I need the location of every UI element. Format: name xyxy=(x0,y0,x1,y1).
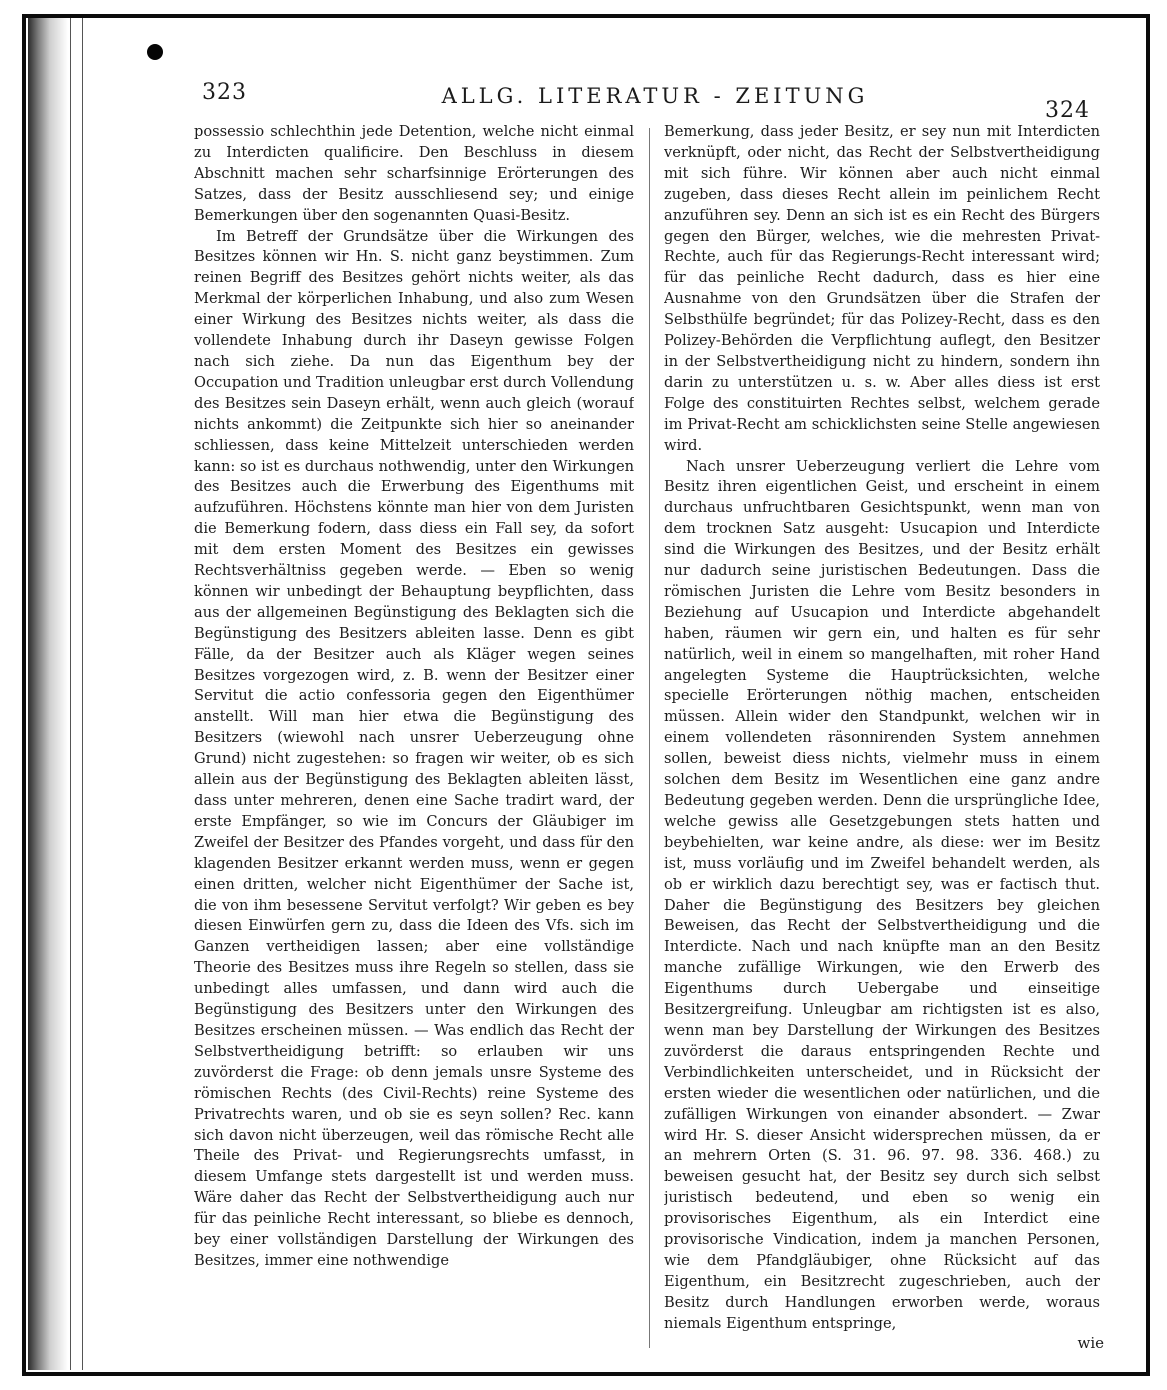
right-column xyxy=(664,122,1100,1358)
left-column xyxy=(194,122,634,1358)
punch-hole-mark xyxy=(147,44,163,60)
page-number-right: 324 xyxy=(1045,98,1090,123)
page-binding-edge xyxy=(28,18,68,1370)
column-divider xyxy=(649,128,650,1348)
page-header xyxy=(190,80,1120,123)
page-number-left: 323 xyxy=(202,80,247,105)
binding-line xyxy=(82,18,83,1370)
paragraph: Bemerkung, dass jeder Besitz, er sey nun mit Interdicten verknüpft, oder nicht, das Recht der Selbstvertheidigung mit sich führe. Wir können aber auch nicht einmal zugeben, dass dieses Recht allein im peinlichem Recht anzuführen sey. Denn an sich ist es ein Recht des Bürgers gegen den Bürger, welches, wie die mehresten Privat-Rechte, auch für das Regierungs-Recht interessant wird; für das peinliche Recht dadurch, dass es hier eine Ausnahme von den Grundsätzen über die Strafen der Selbsthülfe begründet; für das Polizey-Recht, dass es den Polizey-Behörden die Verpflichtung auflegt, den Besitzer in der Selbstvertheidigung nicht zu hindern, sondern ihn darin zu unterstützen u. s. w. Aber alles diess ist erst Folge des constituirten Rechtes selbst, welchem gerade im Privat-Recht am schicklichsten seine Stelle angewiesen wird. xyxy=(664,123,1100,454)
binding-line xyxy=(70,18,71,1370)
catchword: wie xyxy=(1077,1334,1104,1352)
paragraph: Im Betreff der Grundsätze über die Wirkungen des Besitzes können wir Hn. S. nicht ganz beystimmen. Zum reinen Begriff des Besitzes gehört nichts weiter, als das Merkmal der körperlichen Inhabung, und also zum Wesen einer Wirkung des Besitzes nichts weiter, als dass die vollendete Inhabung durch ihr Daseyn gewisse Folgen nach sich ziehe. Da nun das Eigenthum bey der Occupation und Tradition unleugbar erst durch Vollendung des Besitzes sein Daseyn erhält, wenn auch gleich (worauf nichts ankommt) die Zeitpunkte sich hier so aneinander schliessen, dass keine Mittelzeit unterschieden werden kann: so ist es durchaus nothwendig, unter den Wirkungen des Besitzes auch die Erwerbung des Eigenthums mit aufzuführen. Höchstens könnte man hier von dem Juristen die Bemerkung fodern, dass diess ein Fall sey, da sofort mit dem ersten Moment des Besitzes ein gewisses Rechtsverhältniss gegeben werde. — Eben so wenig können wir unbedingt der Behauptung beypflichten, dass aus der allgemeinen Begünstigung des Beklagten sich die Begünstigung des Besitzers ableiten lasse. Denn es gibt Fälle, da der Besitzer auch als Kläger wegen seines Besitzes vorgezogen wird, z. B. wenn der Besitzer einer Servitut die actio confessoria gegen den Eigenthümer anstellt. Will man hier etwa die Begünstigung des Besitzers (wiewohl nach unsrer Ueberzeugung ohne Grund) nicht zugestehen: so fragen wir weiter, ob es sich allein aus der Begünstigung des Beklagten ableiten lässt, dass unter mehreren, denen eine Sache tradirt ward, der erste Empfänger, so wie im Concurs der Gläubiger im Zweifel der Besitzer des Pfandes vorgeht, und dass für den klagenden Besitzer erkannt werden muss, wenn er gegen einen dritten, welcher nicht Eigenthümer der Sache ist, die von ihm besessene Servitut verfolgt? Wir geben es bey diesen Einwürfen gern zu, dass die Ideen des Vfs. sich im Ganzen vertheidigen lassen; aber eine vollständige Theorie des Besitzes muss ihre Regeln so stellen, dass sie unbedingt alles umfassen, und dann wird auch die Begünstigung des Besitzers unter den Wirkungen des Besitzes erscheinen müssen. — Was endlich das Recht der Selbstvertheidigung betrifft: so erlauben wir uns zuvörderst die Frage: ob denn jemals unsre Systeme des römischen Rechts (des Civil-Rechts) reine Systeme des Privatrechts waren, und ob sie es seyn sollen? Rec. kann sich davon nicht überzeugen, weil das römische Recht alle Theile des Privat- und Regierungsrechts umfasst, in diesem Umfange stets dargestellt ist und werden muss. Wäre daher das Recht der Selbstvertheidigung auch nur für das peinliche Recht interessant, so bliebe es dennoch, bey einer vollständigen Darstellung der Wirkungen des Besitzes, immer eine nothwendige xyxy=(194,227,634,1269)
paragraph: possessio schlechthin jede Detention, welche nicht einmal zu Interdicten qualificire. Den Beschluss in diesem Abschnitt machen sehr scharfsinnige Erörterungen des Satzes, dass der Besitz ausschliesend sey; und einige Bemerkungen über den sogenannten Quasi-Besitz. xyxy=(194,123,634,224)
journal-title: ALLG. LITERATUR - ZEITUNG xyxy=(441,84,869,108)
paragraph: Nach unsrer Ueberzeugung verliert die Lehre vom Besitz ihren eigentlichen Geist, und erscheint in einem durchaus unfruchtbaren Gesichtspunkt, wenn man von dem trocknen Satz ausgeht: Usucapion und Interdicte sind die Wirkungen des Besitzes, und der Besitz erhält nur dadurch seine juristischen Bedeutungen. Dass die römischen Juristen die Lehre vom Besitz besonders in Beziehung auf Usucapion und Interdicte abgehandelt haben, räumen wir gern ein, und halten es für sehr natürlich, weil in einem so mangelhaften, mit roher Hand angelegten Systeme die Hauptrücksichten, welche specielle Erörterungen nöthig machen, entscheiden müssen. Allein wider den Standpunkt, welchen wir in einem vollendeten räsonnirenden System annehmen sollen, beweist diess nichts, vielmehr muss in einem solchen dem Besitz im Wesentlichen eine ganz andre Bedeutung gegeben werden. Denn die ursprüngliche Idee, welche gewiss alle Gesetzgebungen stets hatten und beybehielten, war keine andre, als diese: wer im Besitz ist, muss vorläufig und im Zweifel behandelt werden, als ob er wirklich dazu berechtigt sey, was er factisch thut. Daher die Begünstigung des Besitzers bey gleichen Beweisen, das Recht der Selbstvertheidigung und die Interdicte. Nach und nach knüpfte man an den Besitz manche zufällige Wirkungen, wie den Erwerb des Eigenthums durch Uebergabe und einseitige Besitzergreifung. Unleugbar am richtigsten ist es also, wenn man bey Darstellung der Wirkungen des Besitzes zuvörderst die daraus entspringenden Rechte und Verbindlichkeiten unterscheidet, und in Rücksicht der ersten wieder die wesentlichen oder natürlichen, und die zufälligen Wirkungen von einander absondert. — Zwar wird Hr. S. dieser Ansicht widersprechen müssen, da er an mehrern Orten (S. 31. 96. 97. 98. 336. 468.) zu beweisen gesucht hat, der Besitz sey durch sich selbst juristisch bedeutend, und eben so wenig ein provisorisches Eigenthum, als ein Interdict eine provisorische Vindication, indem ja manchen Personen, wie dem Pfandgläubiger, ohne Rücksicht auf das Eigenthum, ein Besitzrecht zugeschrieben, auch der Besitz durch Handlungen erworben werde, woraus niemals Eigenthum entspringe, xyxy=(664,457,1100,1332)
newspaper-page xyxy=(190,80,1120,1360)
